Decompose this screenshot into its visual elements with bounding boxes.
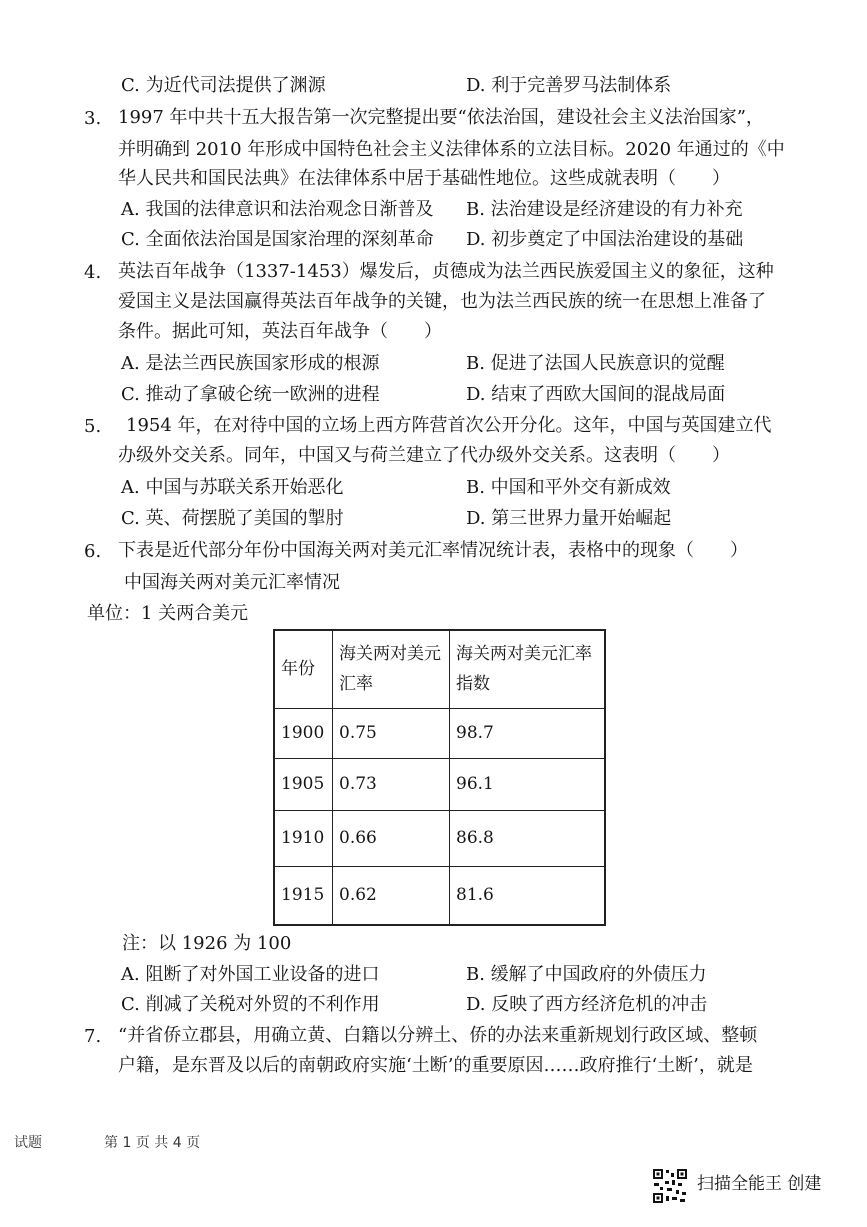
q6-unit-label: 单位：1 关两合美元	[87, 603, 249, 624]
footer-page-number: 第 1 页 共 4 页	[104, 1135, 201, 1151]
table-row	[274, 758, 605, 810]
q4-option-d: D. 结束了西欧大国间的混战局面	[466, 384, 726, 405]
table-header-index: 海关两对美元汇率指数	[450, 630, 606, 708]
table-header-rate: 海关两对美元汇率	[333, 630, 450, 708]
q5-option-a: A. 中国与苏联关系开始恶化	[121, 477, 344, 498]
q6-option-a: A. 阻断了对外国工业设备的进口	[121, 964, 380, 985]
q4-stem-line-3: 条件。据此可知，英法百年战争（ ）	[118, 321, 442, 342]
table-header-year: 年份	[274, 630, 333, 708]
table-cell-index: 98.7	[450, 708, 606, 758]
q6-stem: 下表是近代部分年份中国海关两对美元汇率情况统计表，表格中的现象（ ）	[118, 540, 748, 561]
table-cell-index: 81.6	[450, 866, 606, 925]
table-row	[274, 708, 605, 758]
qr-code-icon	[652, 1168, 688, 1204]
table-cell-rate: 0.62	[333, 866, 450, 925]
exchange-rate-table	[273, 629, 606, 926]
q5-stem-line-2: 办级外交关系。同年，中国又与荷兰建立了代办级外交关系。这表明（ ）	[118, 445, 730, 466]
footer-left-label: 试题	[14, 1135, 42, 1151]
q3-option-d: D. 初步奠定了中国法治建设的基础	[466, 229, 744, 250]
q7-stem-line-1: “并省侨立郡县，用确立黄、白籍以分辨土、侨的办法来重新规划行政区域、整顿	[118, 1025, 758, 1046]
q6-table-note: 注：以 1926 为 100	[122, 933, 292, 954]
q5-option-d: D. 第三世界力量开始崛起	[466, 508, 672, 529]
table-row	[274, 810, 605, 866]
q2-option-c: C. 为近代司法提供了渊源	[121, 75, 326, 96]
q4-number: 4.	[84, 262, 102, 283]
q3-stem-line-2: 并明确到 2010 年形成中国特色社会主义法律体系的立法目标。2020 年通过的《中	[118, 139, 785, 160]
q4-option-b: B. 促进了法国人民族意识的觉醒	[466, 353, 725, 374]
q7-stem-line-2: 户籍，是东晋及以后的南朝政府实施‘土断’的重要原因……政府推行‘土断’，就是	[118, 1055, 753, 1076]
q6-option-c: C. 削减了关税对外贸的不利作用	[121, 994, 380, 1015]
q4-option-c: C. 推动了拿破仑统一欧洲的进程	[121, 384, 380, 405]
table-cell-rate: 0.73	[333, 758, 450, 810]
table-cell-index: 86.8	[450, 810, 606, 866]
table-cell-year: 1915	[274, 866, 333, 925]
q4-stem-line-2: 爱国主义是法国赢得英法百年战争的关键，也为法兰西民族的统一在思想上准备了	[118, 291, 766, 312]
table-cell-year: 1900	[274, 708, 333, 758]
q6-number: 6.	[84, 541, 102, 562]
table-cell-year: 1905	[274, 758, 333, 810]
q2-option-d: D. 利于完善罗马法制体系	[466, 75, 672, 96]
scanner-watermark: 扫描全能王 创建	[697, 1174, 822, 1194]
q3-option-c: C. 全面依法治国是国家治理的深刻革命	[121, 229, 434, 250]
q4-stem-line-1: 英法百年战争（1337-1453）爆发后，贞德成为法兰西民族爱国主义的象征，这种	[118, 261, 774, 282]
q3-stem-line-1: 1997 年中共十五大报告第一次完整提出要“依法治国，建设社会主义法治国家”，	[118, 107, 764, 128]
q3-option-b: B. 法治建设是经济建设的有力补充	[466, 199, 743, 220]
q4-option-a: A. 是法兰西民族国家形成的根源	[121, 353, 380, 374]
table-header-row	[274, 630, 605, 708]
q3-stem-line-3: 华人民共和国民法典》在法律体系中居于基础性地位。这些成就表明（ ）	[118, 168, 730, 189]
q7-number: 7.	[84, 1026, 102, 1047]
q5-option-c: C. 英、荷摆脱了美国的掣肘	[121, 508, 344, 529]
q5-number: 5.	[84, 416, 102, 437]
q5-stem-line-1: 1954 年，在对待中国的立场上西方阵营首次公开分化。这年，中国与英国建立代	[126, 415, 772, 436]
table-cell-year: 1910	[274, 810, 333, 866]
q6-option-b: B. 缓解了中国政府的外债压力	[466, 964, 707, 985]
q6-option-d: D. 反映了西方经济危机的冲击	[466, 994, 708, 1015]
table-cell-rate: 0.66	[333, 810, 450, 866]
q6-table-title: 中国海关两对美元汇率情况	[124, 572, 340, 593]
q5-option-b: B. 中国和平外交有新成效	[466, 477, 671, 498]
table-cell-rate: 0.75	[333, 708, 450, 758]
table-cell-index: 96.1	[450, 758, 606, 810]
q3-option-a: A. 我国的法律意识和法治观念日渐普及	[121, 199, 434, 220]
q3-number: 3.	[84, 108, 102, 129]
table-row	[274, 866, 605, 925]
